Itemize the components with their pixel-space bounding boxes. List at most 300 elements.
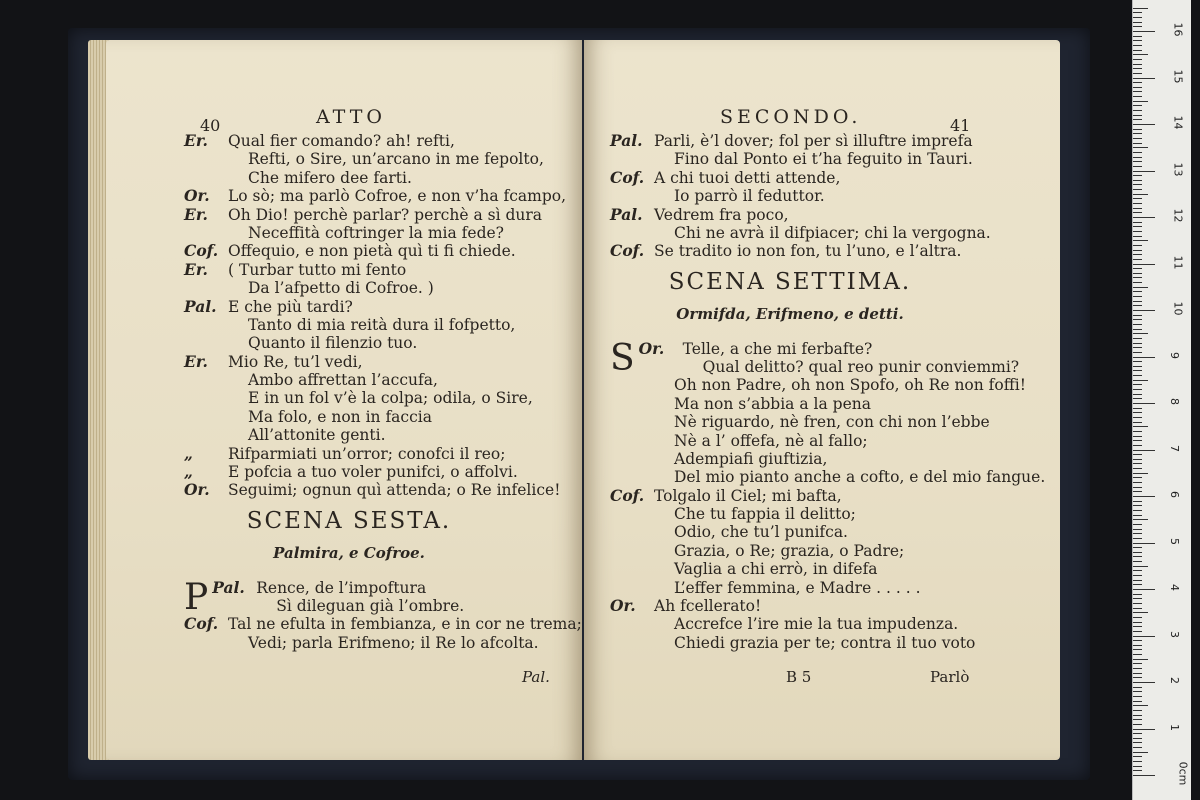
ruler-tick bbox=[1133, 50, 1142, 51]
ruler-tick bbox=[1133, 445, 1142, 446]
verse-line bbox=[184, 298, 582, 316]
ruler-label: 1 bbox=[1168, 723, 1181, 731]
ruler-tick bbox=[1133, 622, 1142, 623]
ruler-tick bbox=[1133, 519, 1148, 520]
verse-line bbox=[184, 242, 582, 260]
verse-line bbox=[184, 187, 582, 205]
ruler-tick bbox=[1133, 505, 1142, 506]
verse-line bbox=[610, 468, 1045, 486]
ruler-tick bbox=[1133, 64, 1142, 65]
line-text: Tanto di mia reità dura il fofpetto, bbox=[248, 315, 516, 334]
verse-line bbox=[184, 353, 582, 371]
ruler-tick bbox=[1133, 677, 1142, 678]
ruler-tick bbox=[1133, 649, 1142, 650]
verse-line bbox=[610, 634, 1045, 652]
ruler-tick bbox=[1133, 477, 1142, 478]
ruler-tick bbox=[1133, 366, 1142, 367]
scene-title: SCENA SETTIMA. bbox=[668, 268, 912, 295]
line-text: Ma folo, e non in faccia bbox=[248, 407, 432, 426]
ruler-tick bbox=[1133, 231, 1142, 232]
ruler-tick bbox=[1133, 687, 1142, 688]
ruler-tick bbox=[1133, 264, 1155, 265]
verse-line bbox=[184, 316, 582, 334]
ruler-tick bbox=[1133, 347, 1142, 348]
ruler-tick bbox=[1133, 189, 1142, 190]
verse-line bbox=[610, 224, 1045, 242]
ruler-tick bbox=[1133, 696, 1142, 697]
drop-cap: S bbox=[610, 337, 635, 379]
verse-line bbox=[184, 224, 582, 242]
speaker-label: Cof. bbox=[610, 167, 645, 187]
line-text: All’attonite genti. bbox=[248, 426, 386, 445]
ruler-tick bbox=[1133, 482, 1142, 483]
ruler-tick bbox=[1133, 733, 1142, 734]
line-text: Odio, che tu’l punifca. bbox=[674, 523, 848, 542]
verse-line bbox=[610, 376, 1045, 394]
speaker-label: Er. bbox=[184, 131, 208, 150]
ruler-tick bbox=[1133, 524, 1142, 525]
ruler-tick bbox=[1133, 17, 1142, 18]
ruler-tick bbox=[1133, 152, 1142, 153]
line-text: E in un fol v’è la colpa; odila, o Sire, bbox=[248, 389, 533, 408]
verse-line bbox=[184, 408, 582, 426]
scene-cast: Ormifda, Erifmeno, e detti. bbox=[676, 305, 904, 324]
ruler-tick bbox=[1133, 40, 1142, 41]
ruler-tick bbox=[1133, 729, 1155, 730]
ruler-tick bbox=[1133, 408, 1142, 409]
line-text: Fino dal Ponto ei t’ha feguito in Tauri. bbox=[674, 150, 973, 169]
ruler-tick bbox=[1133, 166, 1142, 167]
ruler-tick bbox=[1133, 580, 1142, 581]
verse-line bbox=[184, 150, 582, 168]
ruler-tick bbox=[1133, 259, 1142, 260]
ruler-tick bbox=[1133, 129, 1142, 130]
line-text: Che mifero dee farti. bbox=[248, 168, 412, 187]
ruler-tick bbox=[1133, 403, 1155, 404]
line-text: Qual fier comando? ah! refti, bbox=[228, 132, 455, 150]
ruler-tick bbox=[1133, 584, 1142, 585]
verse-line bbox=[610, 187, 1045, 205]
speaker-label: Cof. bbox=[610, 485, 645, 505]
ruler-tick bbox=[1133, 663, 1142, 664]
ruler-tick bbox=[1133, 491, 1142, 492]
ruler-label: 15 bbox=[1171, 69, 1185, 83]
ruler-tick bbox=[1133, 561, 1142, 562]
ruler-label: 6 bbox=[1168, 491, 1181, 498]
verse-line bbox=[184, 481, 582, 499]
ruler-tick bbox=[1133, 119, 1142, 120]
line-text: ( Turbar tutto mi fento bbox=[228, 260, 407, 279]
ruler-tick bbox=[1133, 273, 1142, 274]
line-text: Adempiafi giuftizia, bbox=[674, 449, 828, 468]
speaker-label: Or. bbox=[184, 480, 210, 500]
verse-line bbox=[184, 279, 582, 297]
ruler-tick bbox=[1133, 417, 1142, 418]
speaker-label: Cof. bbox=[610, 241, 645, 261]
ruler-tick bbox=[1133, 8, 1148, 9]
ruler-tick bbox=[1133, 450, 1155, 451]
speaker-label: Er. bbox=[184, 259, 208, 279]
ruler-tick bbox=[1133, 710, 1142, 711]
ruler-tick bbox=[1133, 766, 1142, 767]
ruler-tick bbox=[1133, 594, 1142, 595]
ruler-tick bbox=[1133, 612, 1148, 613]
line-text: Accrefce l’ire mie la tua impudenza. bbox=[674, 615, 959, 634]
line-text: L’effer femmina, e Madre . . . . . bbox=[674, 578, 921, 597]
ruler-tick bbox=[1133, 473, 1148, 474]
ruler-tick bbox=[1133, 719, 1142, 720]
ruler-tick bbox=[1133, 361, 1142, 362]
ruler-tick bbox=[1133, 115, 1142, 116]
ruler-tick bbox=[1133, 673, 1142, 674]
ruler-tick bbox=[1133, 147, 1148, 148]
ruler-tick bbox=[1133, 738, 1142, 739]
ruler-tick bbox=[1133, 305, 1142, 306]
ruler-tick bbox=[1133, 598, 1142, 599]
ruler-tick bbox=[1133, 375, 1142, 376]
line-text: Nè a l’ offefa, nè al fallo; bbox=[674, 431, 868, 450]
ruler-tick bbox=[1133, 547, 1142, 548]
verse-line bbox=[184, 445, 582, 463]
line-text: Mio Re, tu’l vedi, bbox=[228, 352, 363, 371]
line-text: Sì dileguan già l’ombre. bbox=[276, 597, 465, 616]
ruler-tick bbox=[1133, 515, 1142, 516]
ruler-tick bbox=[1133, 412, 1142, 413]
ruler-tick bbox=[1133, 742, 1142, 743]
line-text: Rifparmiati un’orror; conofci il reo; bbox=[228, 444, 506, 463]
ruler-tick bbox=[1133, 715, 1142, 716]
line-text: Se tradito io non fon, tu l’uno, e l’altra. bbox=[654, 242, 962, 261]
line-text: Ah fcellerato! bbox=[654, 597, 762, 616]
speaker-label: Or. bbox=[610, 596, 636, 616]
ruler-tick bbox=[1133, 212, 1142, 213]
running-head: ATTO bbox=[316, 106, 386, 128]
line-text: Parli, è’l dover; fol per sì illuftre imprefa bbox=[654, 132, 973, 150]
line-text: Grazia, o Re; grazia, o Padre; bbox=[674, 541, 905, 560]
ruler-tick bbox=[1133, 389, 1142, 390]
verse-line bbox=[184, 206, 582, 224]
ruler-tick bbox=[1133, 12, 1142, 13]
verse-line bbox=[184, 132, 582, 150]
ruler-tick bbox=[1133, 26, 1142, 27]
speaker-label: Pal. bbox=[184, 296, 217, 316]
measuring-ruler bbox=[1132, 0, 1191, 800]
ruler-tick bbox=[1133, 756, 1142, 757]
line-text: Che tu fappia il delitto; bbox=[674, 505, 856, 524]
line-text: Tolgalo il Ciel; mi bafta, bbox=[654, 486, 842, 505]
ruler-tick bbox=[1133, 329, 1142, 330]
ruler-label: 0cm bbox=[1176, 761, 1190, 786]
line-text: Neceffità coftringer la mia fede? bbox=[248, 223, 504, 242]
right-text-block bbox=[610, 132, 1045, 652]
line-text: Tal ne efulta in fembianza, e in cor ne trema; bbox=[228, 615, 582, 634]
catchword: Parlò bbox=[930, 668, 970, 686]
drop-cap: P bbox=[184, 576, 209, 618]
verse-line bbox=[610, 150, 1045, 168]
ruler-tick bbox=[1133, 631, 1142, 632]
ruler-tick bbox=[1133, 138, 1142, 139]
verse-line bbox=[184, 634, 582, 652]
ruler-tick bbox=[1133, 668, 1142, 669]
ruler-tick bbox=[1133, 459, 1142, 460]
ruler-label: 7 bbox=[1168, 444, 1181, 452]
line-text: Nè riguardo, nè fren, con chi non l’ebbe bbox=[674, 413, 990, 432]
speaker-label: Or. bbox=[638, 338, 665, 358]
ruler-tick bbox=[1133, 654, 1142, 655]
verse-line bbox=[610, 206, 1045, 224]
line-text: Io parrò il feduttor. bbox=[674, 187, 825, 206]
ruler-tick bbox=[1133, 343, 1142, 344]
ruler-tick bbox=[1133, 161, 1142, 162]
line-text: Ambo affrettan l’accufa, bbox=[248, 371, 438, 390]
ruler-label: 14 bbox=[1171, 115, 1185, 130]
ruler-tick bbox=[1133, 282, 1142, 283]
ruler-tick bbox=[1133, 287, 1148, 288]
ruler-tick bbox=[1133, 589, 1155, 590]
verse-line bbox=[184, 371, 582, 389]
verse-line bbox=[610, 395, 1045, 413]
ruler-tick bbox=[1133, 440, 1142, 441]
ruler-tick bbox=[1133, 87, 1142, 88]
line-text: E che più tardi? bbox=[228, 297, 353, 316]
ruler-tick bbox=[1133, 73, 1142, 74]
ruler-tick bbox=[1133, 319, 1142, 320]
ruler-tick bbox=[1133, 184, 1142, 185]
ruler-tick bbox=[1133, 157, 1142, 158]
verse-line bbox=[610, 615, 1045, 633]
verse-line bbox=[184, 426, 582, 444]
ruler-tick bbox=[1133, 171, 1155, 172]
ruler-tick bbox=[1133, 510, 1142, 511]
ruler-label: 5 bbox=[1168, 537, 1181, 545]
ruler-tick bbox=[1133, 59, 1142, 60]
ruler-tick bbox=[1133, 101, 1148, 102]
ruler-label: 11 bbox=[1171, 255, 1185, 269]
ruler-tick bbox=[1133, 496, 1155, 497]
ruler-tick bbox=[1133, 570, 1142, 571]
ruler-tick bbox=[1133, 254, 1142, 255]
verse-line bbox=[610, 450, 1045, 468]
line-text: Vedrem fra poco, bbox=[654, 205, 789, 224]
line-text: A chi tuoi detti attende, bbox=[654, 168, 841, 187]
ruler-tick bbox=[1133, 133, 1142, 134]
ruler-tick bbox=[1133, 384, 1142, 385]
ruler-tick bbox=[1133, 291, 1142, 292]
verse-line bbox=[610, 432, 1045, 450]
ruler-tick bbox=[1133, 217, 1155, 218]
ruler-tick bbox=[1133, 203, 1142, 204]
ruler-tick bbox=[1133, 68, 1142, 69]
ruler-label: 16 bbox=[1171, 22, 1185, 37]
page-number: 40 bbox=[200, 116, 221, 135]
ruler-tick bbox=[1133, 566, 1148, 567]
ruler-tick bbox=[1133, 626, 1142, 627]
line-text: Lo sò; ma parlò Cofroe, e non v’ha fcampo, bbox=[228, 187, 567, 206]
line-text: Oh Dio! perchè parlar? perchè a sì dura bbox=[228, 205, 543, 224]
ruler-label: 4 bbox=[1168, 584, 1181, 591]
scene-title: SCENA SESTA. bbox=[246, 507, 452, 534]
ruler-tick bbox=[1133, 538, 1142, 539]
ruler-tick bbox=[1133, 296, 1142, 297]
verse-line bbox=[184, 597, 582, 615]
catchword: Pal. bbox=[522, 668, 550, 686]
ruler-tick bbox=[1133, 603, 1142, 604]
speaker-label: Pal. bbox=[610, 204, 643, 224]
left-page bbox=[106, 40, 582, 760]
verse-line bbox=[184, 334, 582, 352]
ruler-tick bbox=[1133, 682, 1155, 683]
ruler-tick bbox=[1133, 431, 1142, 432]
line-text: E pofcia a tuo voler punifci, o affolvi. bbox=[228, 463, 518, 482]
ruler-label: 2 bbox=[1168, 677, 1181, 684]
line-text: Ma non s’abbia a la pena bbox=[674, 394, 871, 413]
line-text: Quanto il filenzio tuo. bbox=[248, 334, 418, 353]
ruler-tick bbox=[1133, 268, 1142, 269]
speaker-label: „ bbox=[184, 443, 193, 463]
ruler-tick bbox=[1133, 575, 1142, 576]
speaker-label: „ bbox=[184, 462, 193, 482]
speaker-label: Pal. bbox=[212, 577, 245, 597]
ruler-tick bbox=[1133, 82, 1142, 83]
ruler-tick bbox=[1133, 31, 1155, 32]
ruler-tick bbox=[1133, 54, 1148, 55]
ruler-tick bbox=[1133, 636, 1155, 637]
speaker-label: Or. bbox=[184, 186, 210, 206]
ruler-tick bbox=[1133, 426, 1148, 427]
ruler-tick bbox=[1133, 691, 1142, 692]
ruler-tick bbox=[1133, 91, 1142, 92]
ruler-tick bbox=[1133, 110, 1142, 111]
ruler-tick bbox=[1133, 240, 1148, 241]
ruler-tick bbox=[1133, 36, 1142, 37]
ruler-tick bbox=[1133, 394, 1142, 395]
ruler-tick bbox=[1133, 175, 1142, 176]
verse-line bbox=[610, 560, 1045, 578]
ruler-tick bbox=[1133, 315, 1142, 316]
line-text: Refti, o Sire, un’arcano in me fepolto, bbox=[248, 150, 544, 169]
ruler-tick bbox=[1133, 468, 1142, 469]
line-text: Seguimi; ognun quì attenda; o Re infelice! bbox=[228, 481, 561, 500]
ruler-label: 13 bbox=[1171, 162, 1185, 176]
verse-line bbox=[610, 487, 1045, 505]
running-head: SECONDO. bbox=[720, 106, 862, 128]
ruler-tick bbox=[1133, 22, 1142, 23]
ruler-tick bbox=[1133, 747, 1142, 748]
ruler-tick bbox=[1133, 180, 1142, 181]
ruler-tick bbox=[1133, 724, 1142, 725]
ruler-tick bbox=[1133, 143, 1142, 144]
verse-line bbox=[184, 463, 582, 481]
verse-line bbox=[610, 132, 1045, 150]
verse-line bbox=[184, 615, 582, 633]
line-text: Vaglia a chi errò, in difefa bbox=[674, 560, 878, 579]
ruler-tick bbox=[1133, 761, 1142, 762]
ruler-tick bbox=[1133, 422, 1142, 423]
ruler-tick bbox=[1133, 333, 1148, 334]
line-text: Chi ne avrà il difpiacer; chi la vergogna. bbox=[674, 223, 991, 242]
speaker-label: Er. bbox=[184, 204, 208, 224]
page-number: 41 bbox=[950, 116, 971, 135]
line-text: Da l’afpetto di Cofroe. ) bbox=[248, 279, 434, 298]
line-text: Oh non Padre, oh non Spofo, oh Re non foffi! bbox=[674, 376, 1026, 395]
line-text: Telle, a che mi ferbafte? bbox=[682, 339, 873, 358]
ruler-tick bbox=[1133, 194, 1148, 195]
verse-line bbox=[610, 523, 1045, 541]
ruler-tick bbox=[1133, 277, 1142, 278]
ruler-tick bbox=[1133, 617, 1142, 618]
verse-line bbox=[610, 505, 1045, 523]
ruler-tick bbox=[1133, 501, 1142, 502]
ruler-tick bbox=[1133, 463, 1142, 464]
ruler-tick bbox=[1133, 454, 1142, 455]
verse-line bbox=[610, 358, 1045, 376]
ruler-tick bbox=[1133, 324, 1142, 325]
ruler-tick bbox=[1133, 96, 1142, 97]
ruler-tick bbox=[1133, 226, 1142, 227]
verse-line bbox=[184, 169, 582, 187]
ruler-tick bbox=[1133, 124, 1155, 125]
ruler-tick bbox=[1133, 659, 1148, 660]
ruler-tick bbox=[1133, 543, 1155, 544]
ruler-tick bbox=[1133, 357, 1155, 358]
ruler-tick bbox=[1133, 236, 1142, 237]
ruler-tick bbox=[1133, 640, 1142, 641]
ruler-tick bbox=[1133, 556, 1142, 557]
line-text: Del mio pianto anche a cofto, e del mio fangue. bbox=[674, 468, 1046, 487]
right-page bbox=[584, 40, 1060, 760]
verse-line bbox=[610, 542, 1045, 560]
ruler-tick bbox=[1133, 250, 1142, 251]
left-text-block bbox=[184, 132, 582, 652]
ruler-label: 8 bbox=[1168, 398, 1181, 405]
speaker-label: Cof. bbox=[184, 241, 219, 261]
line-text: Offequio, e non pietà quì ti fi chiede. bbox=[228, 242, 516, 261]
line-text: Vedi; parla Erifmeno; il Re lo afcolta. bbox=[248, 633, 539, 652]
ruler-tick bbox=[1133, 701, 1142, 702]
ruler-label: 10 bbox=[1171, 301, 1185, 316]
verse-line bbox=[610, 169, 1045, 187]
verse-line bbox=[610, 413, 1045, 431]
ruler-label: 3 bbox=[1168, 630, 1181, 638]
ruler-tick bbox=[1133, 645, 1142, 646]
line-text: Qual delitto? qual reo punir conviemmi? bbox=[702, 357, 1020, 376]
ruler-tick bbox=[1133, 310, 1155, 311]
verse-line bbox=[610, 597, 1045, 615]
speaker-label: Er. bbox=[184, 351, 208, 371]
speaker-label: Pal. bbox=[610, 131, 643, 150]
line-text: Chiedi grazia per te; contra il tuo voto bbox=[674, 633, 976, 652]
verse-line bbox=[610, 242, 1045, 260]
ruler-tick bbox=[1133, 380, 1148, 381]
ruler-tick bbox=[1133, 705, 1148, 706]
ruler-tick bbox=[1133, 752, 1148, 753]
ruler-tick bbox=[1133, 533, 1142, 534]
ruler-tick bbox=[1133, 770, 1142, 771]
ruler-tick bbox=[1133, 775, 1155, 776]
ruler-tick bbox=[1133, 552, 1142, 553]
ruler-tick bbox=[1133, 245, 1142, 246]
verse-line bbox=[610, 579, 1045, 597]
verse-line bbox=[184, 389, 582, 407]
ruler-label: 12 bbox=[1171, 208, 1185, 223]
ruler-tick bbox=[1133, 436, 1142, 437]
ruler-tick bbox=[1133, 208, 1142, 209]
ruler-tick bbox=[1133, 352, 1142, 353]
ruler-tick bbox=[1133, 198, 1142, 199]
ruler-tick bbox=[1133, 529, 1142, 530]
ruler-tick bbox=[1133, 45, 1142, 46]
line-text: Rence, de l’impoftura bbox=[256, 578, 427, 597]
